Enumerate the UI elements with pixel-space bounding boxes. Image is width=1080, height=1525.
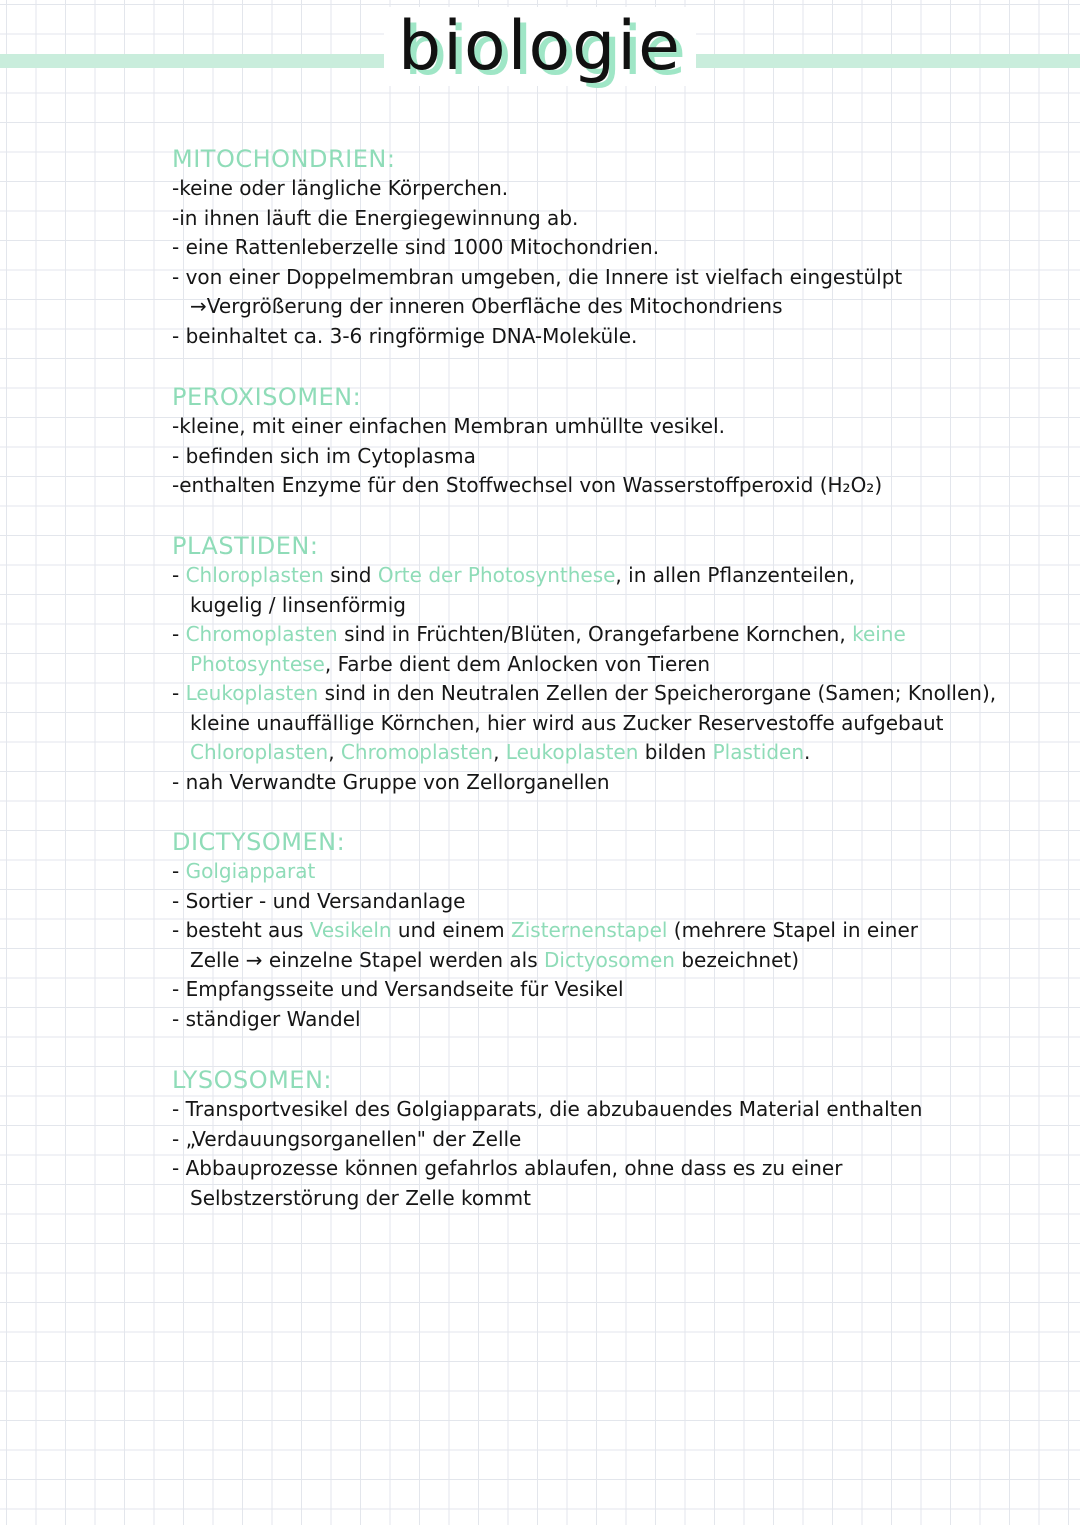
note-line (172, 650, 932, 680)
note-line (172, 561, 932, 591)
note-line: - eine Rattenleberzelle sind 1000 Mitochondrien. (172, 235, 660, 259)
term-highlight: Chromoplasten (185, 622, 338, 646)
text: . (804, 740, 811, 764)
term-highlight: Chloroplasten (190, 740, 329, 764)
note-line: - beinhaltet ca. 3-6 ringförmige DNA-Moleküle. (172, 323, 638, 348)
term-highlight: Plastiden (712, 740, 804, 764)
bullet: - (172, 681, 186, 705)
note-line: - Abbauprozesse können gefahrlos ablaufen, ohne dass es zu einer (172, 1156, 843, 1180)
section-heading: PEROXISOMEN: (172, 383, 362, 411)
note-line: Selbstzerstörung der Zelle kommt (190, 1185, 531, 1210)
term-highlight: Orte der Photosynthese (377, 563, 616, 587)
text: sind in Früchten/Blüten, Orangefarbene Kornchen, (337, 622, 853, 646)
text: , in allen Pflanzenteilen, (615, 563, 856, 587)
note-line: kugelig / linsenförmig (190, 592, 406, 617)
note-line: →Vergrößerung der inneren Oberfläche des Mitochondriens (190, 294, 783, 318)
term-highlight: Vesikeln (309, 918, 392, 942)
term-highlight: Zisternenstapel (511, 918, 668, 942)
note-line: - ständiger Wandel (172, 1006, 361, 1031)
text: sind (323, 563, 378, 587)
term-highlight: Golgiapparat (185, 859, 316, 883)
term-highlight: keine (852, 622, 906, 646)
section-heading: DICTYSOMEN: (172, 828, 346, 856)
text: bilden (638, 740, 713, 764)
term-highlight: Chromoplasten (340, 740, 494, 764)
note-line: - Empfangsseite und Versandseite für Vesikel (172, 977, 624, 1001)
section-heading: PLASTIDEN: (172, 532, 319, 560)
section-heading: LYSOSOMEN: (172, 1066, 333, 1094)
note-line: -in ihnen läuft die Energiegewinnung ab. (172, 205, 579, 230)
bullet: - (172, 859, 186, 883)
note-line (172, 679, 997, 709)
page-title (0, 2, 1080, 92)
term-highlight: Leukoplasten (185, 681, 319, 705)
text: , (493, 740, 506, 764)
text: bezeichnet) (675, 947, 800, 972)
section-dictysomen (172, 827, 932, 1034)
section-peroxisomen (172, 382, 932, 501)
text: sind in den Neutralen Zellen der Speicherorgane (Samen; Knollen), (318, 681, 997, 705)
text: Zelle → einzelne Stapel werden als (190, 947, 544, 972)
note-line: - Transportvesikel des Golgiapparats, die abzubauendes Material enthalten (172, 1097, 923, 1121)
text: und einem (391, 918, 512, 942)
text: , (328, 740, 341, 764)
note-line: - „Verdauungsorganellen" der Zelle (172, 1126, 522, 1151)
term-highlight: Leukoplasten (505, 740, 639, 764)
note-line: kleine unauffällige Körnchen, hier wird aus Zucker Reservestoffe aufgebaut (190, 710, 944, 735)
note-line: -enthalten Enzyme für den Stoffwechsel von Wasserstoffperoxid (H₂O₂) (172, 473, 883, 497)
note-line (172, 916, 932, 946)
bullet: - (172, 622, 186, 646)
bullet: - (172, 563, 186, 587)
text: , Farbe dient dem Anlocken von Tieren (324, 651, 711, 676)
note-line: - nah Verwandte Gruppe von Zellorganellen (172, 769, 610, 794)
page-title-text: biologie (384, 7, 696, 86)
term-highlight: Chloroplasten (185, 563, 324, 587)
term-highlight: Photosyntese (190, 651, 325, 676)
note-line: -keine oder längliche Körperchen. (172, 176, 509, 200)
term-highlight: Dictyosomen (544, 947, 675, 972)
note-line (172, 857, 932, 887)
text: (mehrere Stapel in einer (667, 918, 918, 942)
section-plastiden (172, 531, 997, 797)
section-mitochondrien (172, 144, 932, 351)
section-lysosomen (172, 1065, 932, 1213)
note-line: - Sortier - und Versandanlage (172, 888, 466, 913)
note-line (172, 738, 932, 768)
note-line: - befinden sich im Cytoplasma (172, 443, 476, 468)
note-line: -kleine, mit einer einfachen Membran umhüllte vesikel. (172, 414, 725, 438)
note-line: - von einer Doppelmembran umgeben, die Innere ist vielfach eingestülpt (172, 264, 903, 289)
section-heading: MITOCHONDRIEN: (172, 145, 396, 173)
note-line (172, 620, 932, 650)
text: - besteht aus (172, 918, 310, 942)
note-line (172, 946, 932, 976)
